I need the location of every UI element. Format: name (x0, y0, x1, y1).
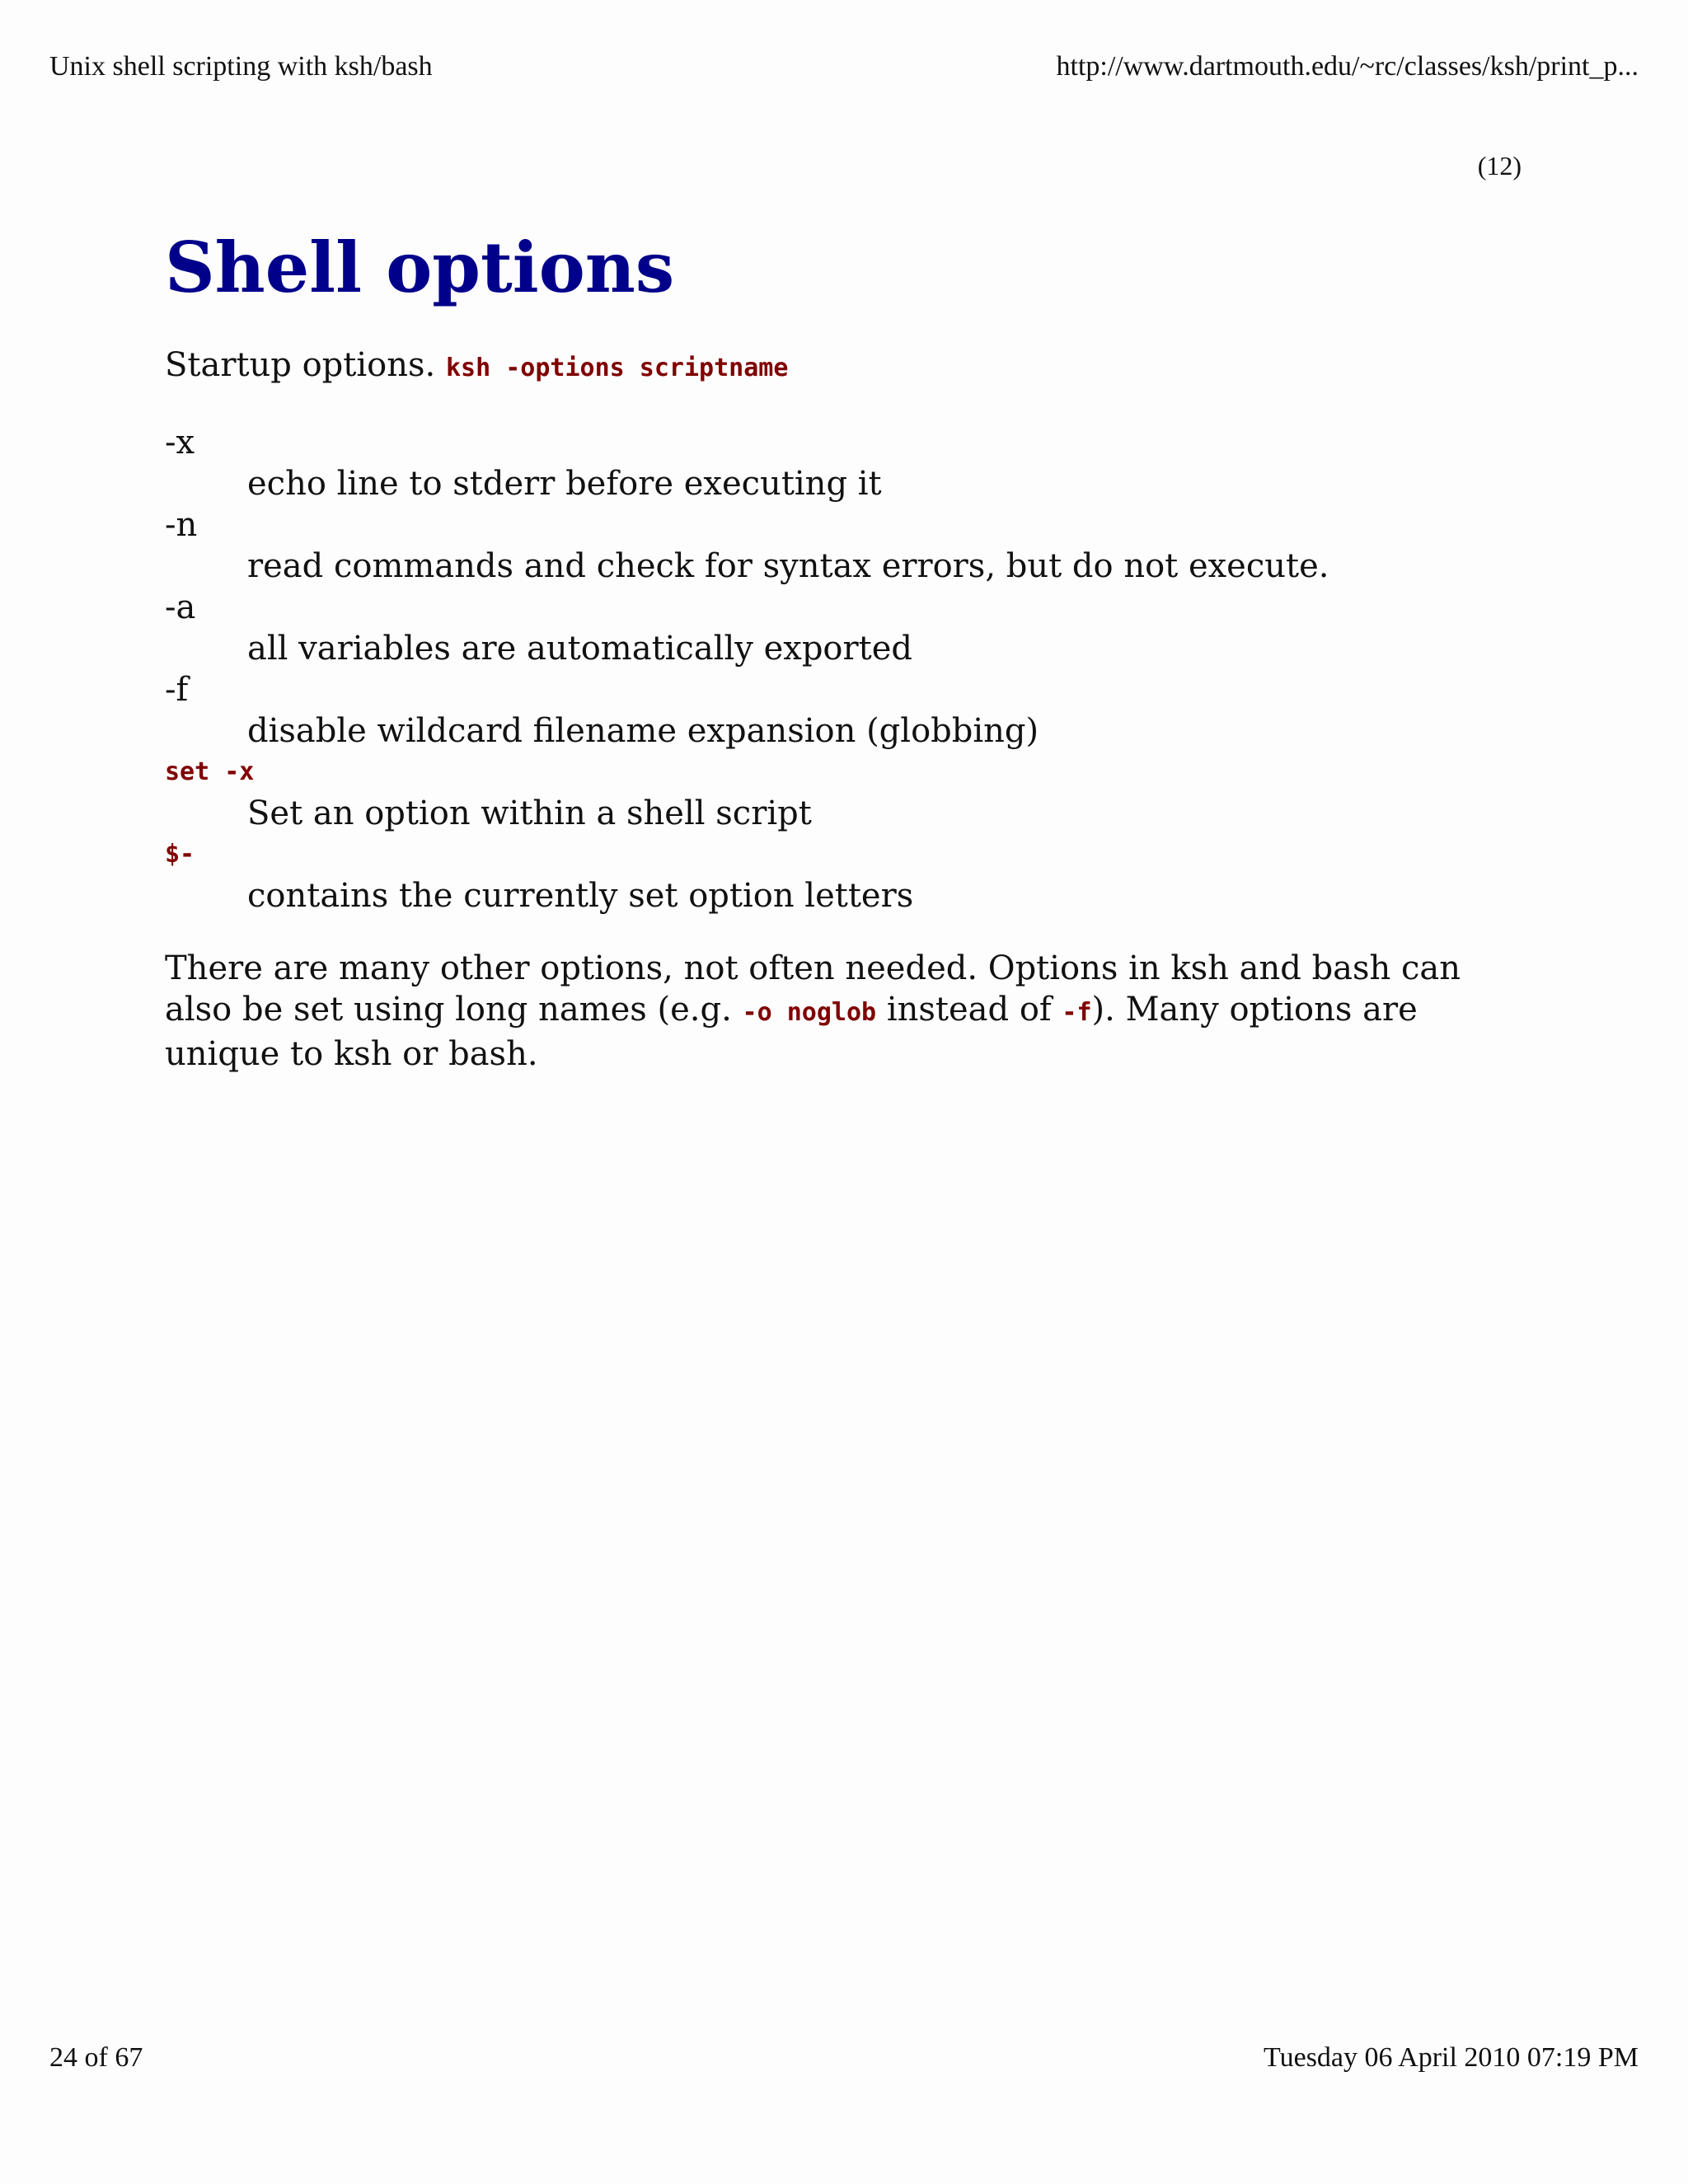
summary-text: instead of (876, 991, 1062, 1029)
option-description: disable wildcard filename expansion (globbing) (247, 712, 1039, 750)
options-list (165, 422, 1517, 916)
intro-code: ksh -options scriptname (445, 354, 789, 382)
print-header-url: http://www.dartmouth.edu/~rc/classes/ksh/print_p... (1056, 51, 1639, 82)
page-title: Shell options (165, 227, 675, 308)
print-footer-date: Tuesday 06 April 2010 07:19 PM (1264, 2042, 1639, 2073)
option-description: read commands and check for syntax errors, but do not execute. (247, 547, 1329, 585)
option-description: all variables are automatically exported (247, 630, 912, 668)
slide-number: (12) (1477, 151, 1522, 180)
option-term: -n (165, 506, 198, 544)
summary-text: ). Many options are unique to ksh or bash. (165, 991, 1418, 1073)
summary-paragraph (165, 948, 1517, 1075)
summary-code-short-name: -f (1062, 998, 1092, 1027)
intro-text: Startup options. (165, 346, 446, 384)
option-code: set -x (165, 757, 255, 786)
summary-code-long-name: -o noglob (742, 998, 877, 1027)
print-footer-page: 24 of 67 (49, 2042, 143, 2073)
print-header-title: Unix shell scripting with ksh/bash (49, 51, 433, 82)
option-term: -x (165, 424, 195, 462)
option-code: $- (165, 840, 195, 869)
summary-text: There are many other options, not often needed. Options in ksh and bash can also be set using long names (e.g. (165, 949, 1461, 1029)
option-term: -a (165, 588, 196, 626)
option-term-code (165, 834, 1517, 875)
intro-line (165, 344, 1517, 389)
slide-content (165, 223, 1517, 1075)
option-description: contains the currently set option letters (247, 877, 914, 915)
option-description: echo line to stderr before executing it (247, 465, 882, 503)
option-term-code (165, 752, 1517, 793)
option-term: -f (165, 671, 189, 709)
option-description: Set an option within a shell script (247, 794, 812, 832)
